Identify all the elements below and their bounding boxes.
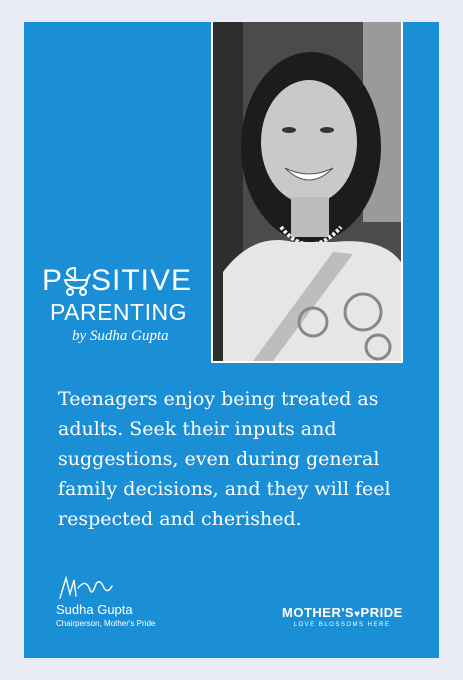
brand-logo xyxy=(282,605,402,628)
title-letter-p: P xyxy=(42,264,64,297)
title-line-positive xyxy=(42,264,192,298)
title-byline: by Sudha Gupta xyxy=(72,328,169,344)
title-line-parenting: PARENTING xyxy=(50,299,187,325)
handwritten-signature xyxy=(56,574,116,602)
quote-text: Teenagers enjoy being treated as adults. Seek their inputs and suggestions, even during general family decisions, and they will feel respected and cherished. xyxy=(58,388,391,530)
brand-name-left: MOTHER'S xyxy=(282,605,355,620)
poster-card xyxy=(24,22,439,658)
portrait-illustration xyxy=(213,22,401,361)
author-role: Chairperson, Mother's Pride xyxy=(56,619,156,628)
author-name: Sudha Gupta xyxy=(56,602,133,617)
brand-name xyxy=(282,605,402,620)
brand-name-right: PRIDE xyxy=(360,605,403,620)
heart-icon: ♥ xyxy=(354,609,361,620)
series-title xyxy=(42,264,192,345)
title-rest-sitive: SITIVE xyxy=(91,264,193,297)
brand-tagline: LOVE BLOSSOMS HERE xyxy=(293,622,391,628)
stroller-icon xyxy=(63,266,91,296)
portrait-photo xyxy=(211,22,403,363)
